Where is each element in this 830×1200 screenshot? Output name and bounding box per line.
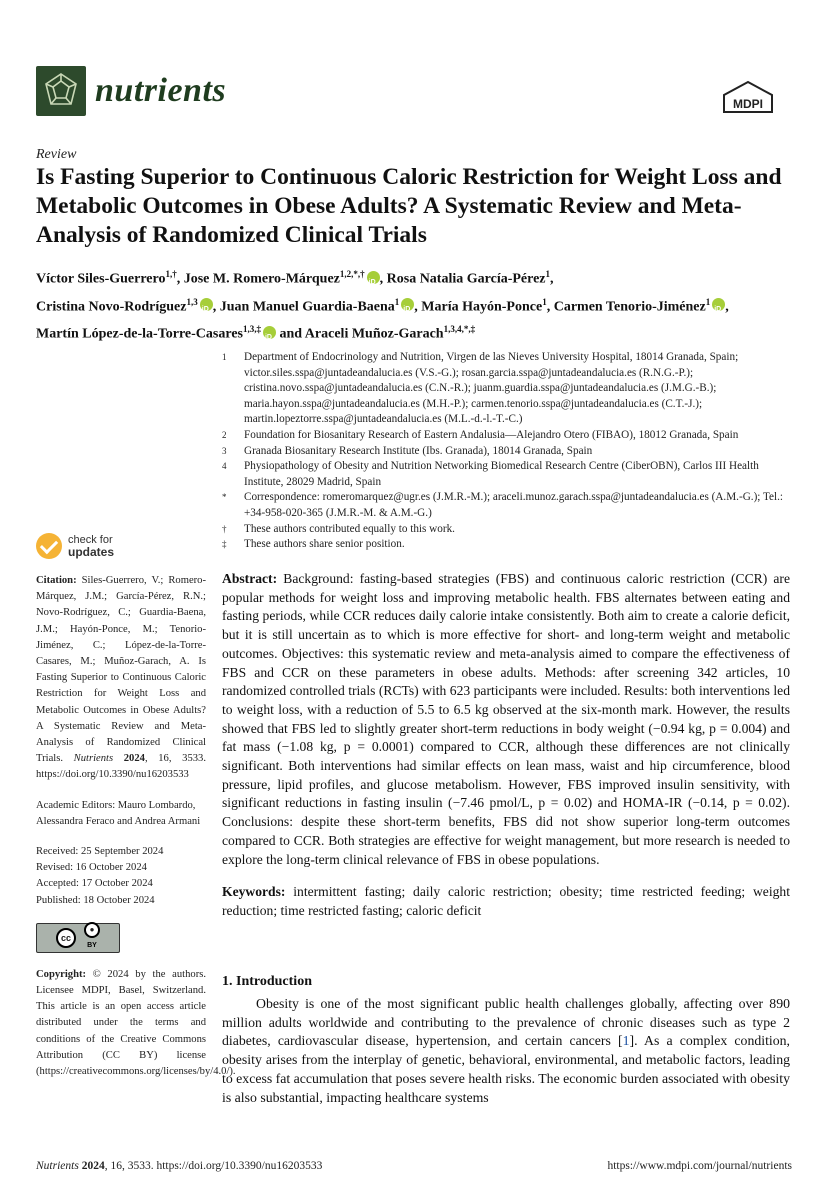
author-affiliation-marks: 1,† <box>165 269 177 279</box>
author-affiliation-marks: 1 <box>394 296 400 307</box>
author-name: Araceli Muñoz-Garach <box>304 326 444 342</box>
author-affiliation-marks: 1,3,‡ <box>242 324 261 335</box>
affiliation-text: Foundation for Biosanitary Research of Eastern Andalusia—Alejandro Otero (FIBAO), 18012 Granada, Spain <box>244 428 739 441</box>
check-label-updates: updates <box>68 545 115 559</box>
sidebar <box>36 533 236 1094</box>
affiliation-text: Physiopathology of Obesity and Nutrition Networking Biomedical Research Centre (CiberOBN), Carlos III Health Institute, 28029 Madrid, Spain <box>244 460 759 488</box>
affiliation-text: Correspondence: romeromarquez@ugr.es (J.M.R.-M.); araceli.munoz.garach.sspa@juntadeandalucia.es (A.M.-G.); Tel.: +34-958-020-365 (J.M.R.-M. & A.M.-G.) <box>244 491 784 519</box>
journal-name: nutrients <box>95 72 227 109</box>
article-type: Review <box>36 147 77 162</box>
orcid-icon[interactable] <box>263 326 276 339</box>
citation-label: Citation: <box>36 575 77 586</box>
abstract <box>222 570 790 869</box>
citation-journal: Nutrients <box>73 753 114 765</box>
author-separator: , <box>414 299 422 315</box>
affiliation-mark: ‡ <box>222 539 227 550</box>
keywords-label: Keywords: <box>222 884 286 899</box>
affiliation-text: Granada Biosanitary Research Institute (Ibs. Granada), 18014 Granada, Spain <box>244 444 593 457</box>
received-date: Received: 25 September 2024 <box>36 846 164 858</box>
author-separator: , <box>546 299 554 315</box>
citation-year: 2024 <box>123 753 145 765</box>
orcid-icon[interactable] <box>367 271 380 284</box>
academic-editors: Academic Editors: Mauro Lombardo, Alessandra Feraco and Andrea Armani <box>36 799 201 827</box>
affiliation-item <box>222 444 797 460</box>
introduction-paragraph <box>222 995 790 1107</box>
author-name: Víctor Siles-Guerrero <box>36 271 166 287</box>
affiliations <box>222 350 797 553</box>
author-separator: , <box>725 299 729 315</box>
section-heading-introduction: 1. Introduction <box>222 974 312 989</box>
copyright-text: © 2024 by the authors. Licensee MDPI, Basel, Switzerland. This article is an open access article distributed under the terms and conditions of the Creative Commons Attribution (CC BY) license (https://creativecommons.org/licenses/by/4.0/). <box>36 968 236 1078</box>
orcid-icon[interactable] <box>712 298 725 311</box>
affiliation-item <box>222 537 797 553</box>
affiliation-text: These authors share senior position. <box>244 538 405 551</box>
publisher-name: MDPI <box>733 97 763 111</box>
author-name: Rosa Natalia García-Pérez <box>386 271 546 287</box>
affiliation-item <box>222 428 797 444</box>
journal-logo <box>36 66 86 116</box>
accepted-date: Accepted: 17 October 2024 <box>36 878 153 890</box>
article-title: Is Fasting Superior to Continuous Caloric Restriction for Weight Loss and Metabolic Outcomes in Obese Adults? A Systematic Review and Meta-Analysis of Randomized Clinical Trials <box>36 164 782 248</box>
intro-text-after: ]. As a complex condition, obesity arises from the interplay of genetic, behavioral, environmental, and metabolic factors, leading to excess fat accumulation that poses severe health risks. The economic burden associated with obesity is also substantial, impacting healthcare systems <box>222 1033 791 1105</box>
orcid-icon[interactable] <box>200 298 213 311</box>
affiliation-mark: 2 <box>222 429 227 440</box>
creative-commons-icon: cc <box>56 928 76 948</box>
copyright-block <box>36 967 236 1080</box>
journal-emblem-icon <box>36 66 86 116</box>
intro-text-before: Obesity is one of the most significant public health challenges globally, affecting over 890 million adults worldwide and contributing to the prevalence of chronic diseases such as type 2 diabetes, cardiovascular disease, hypertension, and certain cancers [ <box>222 996 790 1049</box>
affiliation-mark: 3 <box>222 445 227 456</box>
keywords <box>222 883 790 920</box>
author-name: María Hayón-Ponce <box>421 299 543 315</box>
footer-year: 2024 <box>81 1160 105 1172</box>
affiliation-mark: * <box>222 492 227 503</box>
abstract-label: Abstract: <box>222 571 278 586</box>
affiliation-text: Department of Endocrinology and Nutrition, Virgen de las Nieves University Hospital, 18014 Granada, Spain; victor.siles.sspa@juntadeandalucia.es (V.S.-G.); rosan.garcia.sspa@juntadeandalucia.es (R.N.G.-P.); cristina.novo.sspa@juntadeandalucia.es (C.N.-R.); juanm.guardia.sspa@juntadeandalucia.es (J.M.G.-B.); maria.hayon.sspa@juntadeandalucia.es (M.H.-P.); carmen.tenorio.sspa@juntadeandalucia.es (C.T.-J.); martin.lopeztorre.sspa@juntadeandalucia.es (M.L.-d.-l.-T.-C.) <box>244 351 739 426</box>
keywords-text: intermittent fasting; daily caloric restriction; obesity; time restricted feeding; weight reduction; time restricted fasting; caloric deficit <box>222 884 790 918</box>
author-list <box>36 263 806 346</box>
author-affiliation-marks: 1 <box>545 269 551 279</box>
attribution-icon: ● <box>84 922 100 938</box>
author-separator: , <box>550 271 554 287</box>
author-affiliation-marks: 1,3 <box>186 296 198 307</box>
abstract-text: Background: fasting-based strategies (FBS) and continuous caloric restriction (CCR) are popular methods for weight loss and improving metabolic health. FBS alternates between eating and fasting periods, while CCR reduces daily calorie intake consistently. Both aim to create a calorie deficit, but it is still uncertain as to which is more effective for short- and long-term weight and metabolic outcomes. Objectives: this systematic review and meta-analysis aimed to compare the effectiveness of FBS and CCR on these parameters in obese adults. Methods: after screening 342 articles, 10 randomized controlled trials (RCTs) with 623 participants were included. Results: both interventions led to weight loss, with a reduction of 5.5 to 6.5 kg observed at the six-month mark. However, the results showed that FBS led to slightly greater short-term reductions in body weight (−0.94 kg, p = 0.004) and fat mass (−1.08 kg, p = 0.0001) compared to CCR, although these differences are not clinically significant. Both interventions had similar effects on lean mass, waist and hip circumference, blood pressure, lipid profiles, and glucose metabolism. However, FBS improved insulin sensitivity, with significant reductions in fasting insulin (−7.46 pmol/L, p = 0.02) and HOMA-IR (−0.14, p = 0.02). Conclusions: despite these short-term benefits, FBS did not show superior long-term outcomes compared to CCR. Both strategies are effective for weight management, but more research is needed to explore the long-term clinical relevance of FBS in obese populations. <box>222 571 790 867</box>
affiliation-text: These authors contributed equally to this work. <box>244 522 455 535</box>
author-name: Cristina Novo-Rodríguez <box>36 299 187 315</box>
orcid-icon[interactable] <box>401 298 414 311</box>
check-label: check for <box>68 534 113 546</box>
author-name: Juan Manuel Guardia-Baena <box>219 299 395 315</box>
publisher-logo <box>722 80 790 114</box>
revised-date: Revised: 16 October 2024 <box>36 862 147 874</box>
author-separator: , <box>212 299 220 315</box>
affiliation-mark: 1 <box>222 352 227 362</box>
author-separator: , <box>379 271 387 287</box>
cc-by-license-badge[interactable] <box>36 923 120 953</box>
affiliation-item <box>222 522 797 538</box>
affiliation-mark: 4 <box>222 461 227 472</box>
citation-text: Siles-Guerrero, V.; Romero-Márquez, J.M.; García-Pérez, R.N.; Novo-Rodríguez, C.; Guardia-Baena, J.M.; Hayón-Ponce, M.; Tenorio-Jiménez, C.; López-de-la-Torre-Casares, M.; Muñoz-Garach, A. Is Fasting Superior to Continuous Caloric Restriction for Weight Loss and Metabolic Outcomes in Obese Adults? A Systematic Review and Meta-Analysis of Randomized Clinical Trials. <box>36 575 206 765</box>
copyright-label: Copyright: <box>36 968 87 980</box>
author-affiliation-marks: 1,2,*,† <box>339 269 365 279</box>
footer-citation <box>36 1160 322 1172</box>
affiliation-item <box>222 459 797 490</box>
footer-journal-url[interactable]: https://www.mdpi.com/journal/nutrients <box>607 1160 792 1172</box>
citation-ref-link[interactable]: 1 <box>622 1033 630 1049</box>
author-affiliation-marks: 1,3,4,*,‡ <box>443 324 476 335</box>
check-updates-icon <box>36 533 62 559</box>
affiliation-item <box>222 490 797 521</box>
author-name: Carmen Tenorio-Jiménez <box>553 299 706 315</box>
affiliation-mark: † <box>222 523 227 534</box>
citation-block <box>36 573 206 784</box>
published-date: Published: 18 October 2024 <box>36 894 155 906</box>
cc-by-label: BY <box>87 941 97 949</box>
check-for-updates-button[interactable] <box>36 533 206 559</box>
citation-doi[interactable]: , 16, 3533. https://doi.org/10.3390/nu16203533 <box>36 753 206 781</box>
author-name: Jose M. Romero-Márquez <box>183 271 340 287</box>
author-separator: and <box>275 326 305 342</box>
author-name: Martín López-de-la-Torre-Casares <box>36 326 243 342</box>
author-affiliation-marks: 1 <box>542 296 547 307</box>
affiliation-item <box>222 350 797 428</box>
author-separator: , <box>176 271 184 287</box>
dates-block <box>36 844 206 909</box>
author-affiliation-marks: 1 <box>705 296 711 307</box>
footer-journal: Nutrients <box>36 1160 79 1172</box>
footer-doi[interactable]: , 16, 3533. https://doi.org/10.3390/nu16203533 <box>104 1160 323 1172</box>
